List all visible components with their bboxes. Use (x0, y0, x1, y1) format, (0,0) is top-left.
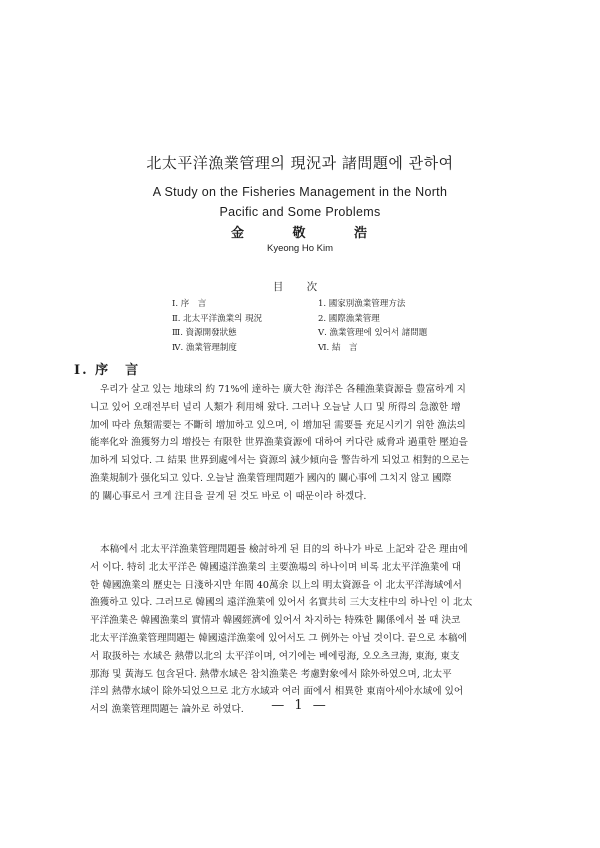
body-paragraph-1 (90, 381, 504, 506)
toc-heading: 目 次 (272, 281, 328, 293)
toc-entry: 2. 國際漁業管理 (318, 313, 380, 324)
body-line: 的 關心事로서 크게 注目을 끌게 된 것도 바로 이 때문이라 하겠다. (90, 490, 367, 502)
toc-right-column (318, 297, 478, 355)
body-line: 能率化와 漁獲努力의 增投는 有限한 世界漁業資源에 대하여 커다란 威脅과 過重한 壓迫을 (90, 437, 468, 449)
toc-entry: Ⅰ. 序 言 (172, 299, 207, 309)
title-korean: 北太平洋漁業管理의 現況과 諸問題에 관하여 (146, 154, 454, 172)
body-line: 平洋漁業은 韓國漁業의 實情과 韓國經濟에 있어서 차지하는 特殊한 關係에서 볼 때 決코 (90, 615, 461, 627)
toc-entry: Ⅳ. 漁業管理制度 (172, 342, 237, 353)
body-line: 서 이다. 特히 北太平洋은 韓國遠洋漁業의 主要漁場의 하나이며 비록 北太平洋漁業에 대 (90, 561, 461, 573)
toc-entry: Ⅲ. 資源開發狀態 (172, 328, 237, 338)
toc-entry: 1. 國家別漁業管理方法 (318, 299, 406, 309)
body-line: 니고 있어 오래전부터 널리 人類가 利用해 왔다. 그러나 오늘날 人口 및 所得의 急激한 增 (90, 401, 461, 413)
page-number: — 1 — (271, 698, 329, 713)
body-line: 우리가 살고 있는 地球의 約 71%에 達하는 廣大한 海洋은 各種漁業資源을 豊富하게 지 (100, 384, 466, 395)
body-line: 那海 및 黃海도 包含된다. 熱帶水域은 참치漁業은 考慮對象에서 除外하였으며, 北太平 (90, 668, 452, 680)
toc-entry: Ⅱ. 北太平洋漁業의 現況 (172, 313, 263, 324)
section-heading: Ⅰ. 序 言 (74, 363, 141, 378)
author-korean: 金 敬 浩 (230, 226, 370, 241)
author-english: Kyeong Ho Kim (266, 243, 333, 254)
body-line: 加에 따라 魚類需要는 不斷히 增加하고 있으며, 이 增加된 需要를 充足시키기 위한 漁法의 (90, 419, 466, 431)
body-line: 漁獲하고 있다. 그러므로 韓國의 遠洋漁業에 있어서 名實共히 三大支柱中의 하나인 이 北太 (90, 597, 473, 609)
body-line: 서 取扱하는 水域은 熱帶以北의 太平洋이며, 여기에는 베에링海, 오오츠크海, 東海, 東支 (90, 650, 460, 662)
body-line: 北太平洋漁業管理問題는 韓國遠洋漁業에 있어서도 그 例外는 아닐 것이다. 끝으로 本稿에 (90, 632, 467, 644)
toc-entry: Ⅴ. 漁業管理에 있어서 諸問題 (318, 328, 428, 338)
body-line: 洋의 熱帶水域이 除外되었으므로 北方水域과 여러 面에서 相異한 東南아세아水域에 있어 (90, 686, 464, 698)
title-english (0, 182, 600, 222)
body-line: 加하게 되었다. 그 結果 世界到處에서는 資源의 減少傾向을 警告하게 되었고 相對的으로는 (90, 455, 470, 467)
body-paragraph-2 (90, 541, 504, 719)
toc-left-column (172, 297, 322, 355)
title-english-line: A Study on the Fisheries Management in the North (152, 185, 448, 199)
toc-entry: Ⅵ. 結 言 (318, 342, 358, 353)
body-line: 한 韓國漁業의 歷史는 日淺하지만 年間 40萬余 以上의 明太資源을 이 北太平洋海域에서 (90, 579, 462, 591)
title-english-line: Pacific and Some Problems (219, 205, 381, 219)
body-line: 漁業規制가 强化되고 있다. 오늘날 漁業管理問題가 國內的 關心事에 그치지 않고 國際 (90, 472, 452, 484)
body-line: 本稿에서 北太平洋漁業管理問題를 檢討하게 된 目的의 하나가 바로 上記와 같은 理由에 (100, 544, 468, 555)
body-line: 서의 漁業管理問題는 論外로 하였다. (90, 704, 244, 716)
